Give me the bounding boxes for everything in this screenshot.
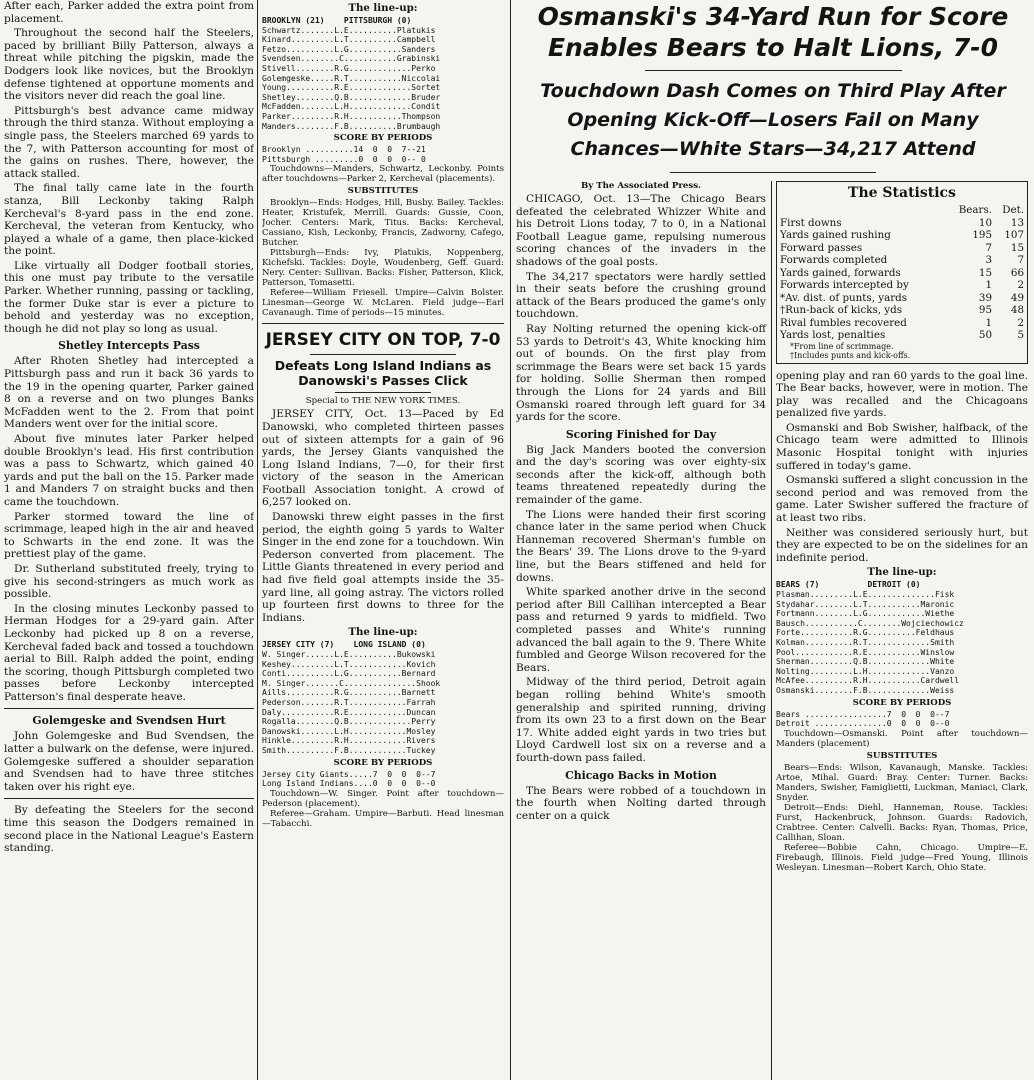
stat-values [952, 279, 1024, 292]
stat-label: First downs [780, 216, 842, 229]
column-3 [516, 0, 1030, 1080]
lineup-row: Sherman.........Q.B.............White [776, 657, 955, 667]
paragraph: Like virtually all Dodger football stories, this one must pay tribute to the versatile Parker. Whether running, passing or tackling, the former Duke star is ever a picture to behold and yesterday was no exception, though he did not play so long as usual. [4, 259, 254, 335]
lineup-row: McFadden.......L.H.............Condit [262, 102, 441, 112]
lineup-teams: BEARS (7) DETROIT (0) [776, 580, 921, 590]
stat-label: Forward passes [780, 241, 863, 254]
stat-label: Forwards intercepted by [780, 279, 909, 291]
lineup-row: Conti..........L.G...........Bernard [262, 669, 436, 679]
subhead: Scoring Finished for Day [565, 427, 717, 441]
statistics-table [780, 217, 1024, 342]
subs-bears: Bears—Ends: Wilson, Kavanaugh, Manske. Tackles: Artoe, Mihal. Guard: Bray. Center: Turner. Backs: Manders, Swisher, Famiglietti, Luckman, Maniaci, Clark, Snyder. [776, 762, 1028, 803]
paragraph: The Lions were handed their first scoring chance later in the same period when Chuck Hanneman recovered Sherman's fumble on the Bears' 39. The Lions drove to the 9-yard line, but the Bears stiffened and held for downs. [516, 508, 766, 584]
main-headline-line1: Osmanski's 34-Yard Run for Score [537, 2, 1009, 31]
paragraph: Osmanski and Bob Swisher, halfback, of the Chicago team were admitted to Illinois Masonic Hospital tonight with injuries suffered in today's game. [776, 421, 1028, 472]
stat-values [952, 267, 1024, 280]
subs-heading: SUBSTITUTES [347, 186, 419, 197]
stat-det: 49 [1010, 291, 1024, 304]
stat-values [952, 304, 1024, 317]
stat-label: Yards gained, forwards [780, 266, 901, 279]
lineup-row: Smith..........F.B............Tuckey [262, 745, 436, 755]
score-heading: SCORE BY PERIODS [333, 757, 433, 768]
stat-det: 66 [1010, 266, 1024, 279]
paragraph: Danowski threw eight passes in the first period, the eighth going 5 yards to Walter Singer in the end zone for a touchdown. Win Pederson converted from placement. The Little Giants threatened in every period and had five field goal attempts inside the 35-yard line, all going astray. The victors rolled up fourteen first downs to three for the Indians. [262, 511, 504, 624]
byline: By The Associated Press. [580, 181, 702, 191]
stat-det: 15 [1010, 241, 1024, 254]
divider [4, 798, 254, 799]
lineup-heading: The line-up: [348, 626, 418, 639]
paragraph: opening play and ran 60 yards to the goal line. The Bear backs, however, were in motion. The play was recalled and the Chicagoans penalized five yards. [776, 369, 1028, 420]
stat-bears: 10 [978, 216, 992, 229]
stat-row [780, 217, 1024, 230]
stat-label: Yards gained rushing [780, 229, 891, 241]
stat-det: 13 [1010, 216, 1024, 229]
stat-bears: 39 [978, 291, 992, 304]
stat-row [780, 329, 1024, 342]
score-heading: SCORE BY PERIODS [333, 133, 433, 144]
column-rule [771, 181, 772, 1080]
stat-row [780, 229, 1024, 242]
lineup-row: Hinkle.........R.H............Rivers [262, 736, 436, 746]
lineup-row: Osmanski........F.B.............Weiss [776, 685, 955, 695]
stat-header-det: Det. [1002, 204, 1024, 216]
lineup-row: Shetley........Q.B.............Bruder [262, 92, 441, 102]
touchdowns: Touchdowns—Manders, Schwartz, Leckonby. Points after touchdowns—Parker 2, Kercheval (placements). [262, 164, 504, 185]
subhead: Chicago Backs in Motion [565, 768, 717, 782]
stat-values [952, 217, 1024, 230]
deck-line3: Chances—White Stars—34,217 Attend [570, 138, 976, 160]
lineup-row: M. Singer.......C...............Shook [262, 678, 441, 688]
stat-bears: 95 [978, 304, 992, 316]
divider [310, 354, 455, 355]
lineup-teams: BROOKLYN (21) PITTSBURGH (0) [262, 16, 412, 25]
lineup-row: Pool............R.E...........Winslow [776, 647, 955, 657]
paragraph: The final tally came late in the fourth stanza, Bill Leckonby taking Ralph Kercheval's 8-yard pass in the end zone. Kercheval, the veteran from Kentucky, who played a whale of a game, then place-kicked the point. [4, 182, 254, 258]
stat-note: *From line of scrimmage. [790, 341, 894, 351]
lineup-row: Daly...........R.E............Duncan [262, 707, 436, 717]
stat-values [952, 242, 1024, 255]
lineup-row: Schwartz.......L.E..........Platukis [262, 25, 436, 35]
stat-header-bears: Bears. [958, 204, 992, 216]
score-row: Jersey City Giants.....7 0 0 0--7 [262, 769, 436, 779]
stat-bears: 1 [985, 279, 992, 291]
stat-bears: 195 [972, 229, 992, 241]
statistics-title: The Statistics [848, 185, 956, 201]
divider [335, 392, 432, 393]
statistics-header [780, 204, 1024, 217]
score-table [262, 770, 504, 789]
column-2 [262, 0, 504, 1080]
subs-heading: SUBSTITUTES [866, 750, 938, 761]
subs-pittsburgh: Pittsburgh—Ends: Ivy, Platukis, Noppenberg, Kichefski. Tackles: Doyle, Woudenberg, Geff. Guard: Nery. Center: Sullivan. Backs: Fisher, Patterson, Klick, Patterson, Tomasetti. [262, 248, 504, 289]
lineup-row: Parker.........R.H...........Thompson [262, 111, 441, 121]
stat-bears: 15 [978, 266, 992, 279]
lineup-teams: JERSEY CITY (7) LONG ISLAND (0) [262, 640, 426, 650]
stat-row [780, 304, 1024, 317]
paragraph: Dr. Sutherland substituted freely, trying to give his second-stringers as much work as possible. [4, 562, 254, 601]
divider [262, 323, 504, 324]
byline: Special to THE NEW YORK TIMES. [305, 396, 461, 407]
score-row: Detroit ...............0 0 0 0--0 [776, 719, 950, 729]
stat-values [952, 317, 1024, 330]
paragraph: After Rhoten Shetley had intercepted a Pittsburgh pass and run it back 36 yards to the 19 in the opening quarter, Parker gained 8 on a reverse and on two plunges Banks McFadden went to the 2. From that point Manders went over for the initial score. [4, 355, 254, 431]
lineup-row: W. Singer......L.E..........Bukowski [262, 650, 436, 659]
paragraph: Pittsburgh's best advance came midway through the third stanza. Without employing a single pass, the Steelers marched 69 yards to the 7, with Patterson accounting for most of the gains on rushes. There, however, the attack stalled. [4, 104, 254, 180]
paragraph: The 34,217 spectators were hardly settled in their seats before the crushing ground attack of the Bears produced the game's only touchdown. [516, 270, 766, 321]
stat-row [780, 267, 1024, 280]
deck-line1: Touchdown Dash Comes on Third Play After [540, 80, 1006, 102]
paragraph: In the closing minutes Leckonby passed to Herman Hodges for a 29-yard gain. After Leckonby had picked up 8 on a reverse, Kercheval faded back and tossed a touchdown aerial to Bill. Ralph added the point, ending the scoring, though Pittsburgh completed two passes before Leckonby intercepted Patterson's final desperate heave. [4, 602, 254, 703]
stat-bears: 7 [985, 241, 992, 254]
paragraph: CHICAGO, Oct. 13—The Chicago Bears defeated the celebrated Whizzer White and his Detroit Lions today, 7 to 0, in a National Football League game, repulsing numerous scoring chances of the invaders in the shadows of the goal posts. [516, 193, 766, 268]
officials: Referee—Graham. Umpire—Barbuti. Head linesman—Tabacchi. [262, 808, 504, 829]
touchdowns: Touchdown—W. Singer. Point after touchdown—Pederson (placement). [262, 788, 504, 809]
stat-label: Forwards completed [780, 254, 888, 266]
paragraph: White sparked another drive in the second period after Bill Callihan intercepted a Bear pass and returned 9 yards to midfield. Two completed passes and White's running advanced the ball again to the 9. There White fumbled and George Wilson recovered for the Bears. [516, 586, 766, 674]
subhead: Shetley Intercepts Pass [58, 339, 200, 353]
lineup-row: Keshey.........L.T............Kovich [262, 659, 436, 669]
lineup-row: Bausch...........C........Wojciechowicz [776, 618, 964, 628]
lineup-row: Young..........R.E.............Sortet [262, 83, 441, 93]
lineup-row: Plasman.........L.E..............Fisk [776, 590, 955, 599]
stat-bears: 50 [978, 329, 992, 341]
stat-row [780, 254, 1024, 267]
lineup-row: Stydahar........L.T...........Maronic [776, 599, 955, 609]
paragraph: After each, Parker added the extra point from placement. [4, 0, 254, 25]
lineup-row: Pederson.......R.T............Farrah [262, 697, 436, 707]
jersey-subhead: Defeats Long Island Indians as Danowski's Passes Click [274, 358, 492, 389]
stat-label: Yards lost, penalties [780, 329, 886, 341]
paragraph: Parker stormed toward the line of scrimmage, leaped high in the air and heaved to Schwarts in the end zone. It was the prettiest play of the game. [4, 510, 254, 561]
paragraph: Throughout the second half the Steelers, paced by brilliant Billy Patterson, always a threat while pitching the pigskin, made the Dodgers look like novices, but the Brooklyn defense tightened at opportune moments and the visitors never did reach the goal line. [4, 27, 254, 103]
paragraph: By defeating the Steelers for the second time this season the Dodgers remained in second place in the National League's Eastern standing. [4, 804, 254, 855]
stat-det: 2 [1017, 279, 1024, 291]
stat-det: 5 [1017, 329, 1024, 341]
paragraph: Neither was considered seriously hurt, but they are expected to be on the sidelines for an indefinite period. [776, 526, 1028, 564]
column-rule [510, 0, 511, 1080]
paragraph: Osmanski suffered a slight concussion in the second period and was removed from the game. Later Swisher suffered the fracture of at least two ribs. [776, 474, 1028, 525]
column-1 [4, 0, 254, 1080]
officials: Referee—William Friesell. Umpire—Calvin Bolster. Linesman—George W. McLaren. Field judge—Earl Cavanaugh. Time of periods—15 minutes. [262, 288, 504, 319]
lineup-table [776, 590, 1028, 696]
touchdowns: Touchdown—Osmanski. Point after touchdown—Manders (placement) [776, 728, 1028, 749]
lineup-row: Fetzo..........L.G...........Sanders [262, 44, 436, 54]
paragraph: About five minutes later Parker helped double Brooklyn's lead. His first contribution was a pass to Schwartz, which gained 40 yards and put the ball on the 15. Parker made 1 and Manders 7 on straight bucks and then came the touchdown. [4, 433, 254, 508]
lineup-row: Fortmann........L.G............Wiethe [776, 609, 955, 619]
article-column-right [776, 181, 1028, 873]
paragraph: Midway of the third period, Detroit again began rolling behind White's smooth generalship and spirited running, driving from its own 23 to a first down on the Bear 17. White added eight yards in two tries but Lloyd Cardwell lost six on a reverse and a fourth-down pass failed. [516, 676, 766, 764]
divider [4, 708, 254, 709]
paragraph: JERSEY CITY, Oct. 13—Paced by Ed Danowski, who completed thirteen passes out of sixteen attempts for a gain of 96 yards, the Jersey Giants vanquished the Long Island Indians, 7—0, for their first victory of the season in the American Football Association tonight. A crowd of 6,257 looked on. [262, 408, 504, 509]
lineup-row: Rogalla........Q.B.............Perry [262, 717, 436, 727]
jersey-headline: JERSEY CITY ON TOP, 7-0 [265, 330, 501, 351]
officials: Referee—Bobbie Cahn, Chicago. Umpire—E. Firebaugh, Illinois. Field judge—Fred Young, Illinois Wesleyan. Linesman—Robert Karch, Ohio State. [776, 842, 1028, 873]
deck-line2: Opening Kick-Off—Losers Fail on Many [567, 109, 979, 131]
paragraph: Big Jack Manders booted the conversion and the day's scoring was over eighty-six seconds after the kick-off, although both teams threatened repeatedly during the remainder of the game. [516, 443, 766, 507]
stat-values [952, 292, 1024, 305]
lineup-row: McAfee..........R.H...........Cardwell [776, 676, 960, 686]
stat-values [952, 229, 1024, 242]
statistics-box [776, 181, 1028, 364]
paragraph: The Bears were robbed of a touchdown in the fourth when Nolting darted through center on a quick [516, 784, 766, 822]
stat-det: 107 [1004, 229, 1024, 241]
lineup-row: Aills..........R.G...........Barnett [262, 688, 436, 698]
score-table [776, 710, 1028, 729]
stat-values [952, 329, 1024, 342]
stat-label: †Run-back of kicks, yds [780, 304, 902, 316]
lineup-heading: The line-up: [867, 566, 937, 579]
score-row: Bears .................7 0 0 0--7 [776, 709, 950, 719]
lineup-row: Nolting.........L.H.............Vanzo [776, 666, 955, 676]
stat-det: 7 [1017, 254, 1024, 266]
stat-label: *Av. dist. of punts, yards [780, 291, 908, 304]
subs-detroit: Detroit—Ends: Diehl, Hanneman, Rouse. Tackles: Furst, Hackenbruck, Johnson. Guards: Radovich, Crabtree. Center: Calvelli. Backs: Ryan, Thomas, Price, Callihan, Sloan. [776, 802, 1028, 843]
stat-row [780, 279, 1024, 292]
subhead: Golemgeske and Svendsen Hurt [32, 714, 226, 728]
stat-det: 2 [1017, 316, 1024, 329]
article-column-left [516, 181, 766, 824]
score-heading: SCORE BY PERIODS [852, 697, 952, 708]
main-headline-line2: Enables Bears to Halt Lions, 7-0 [547, 33, 999, 62]
lineup-row: Kolman..........R.T.............Smith [776, 637, 955, 647]
stat-row [780, 242, 1024, 255]
stat-label: Rival fumbles recovered [780, 316, 907, 329]
stat-note: †Includes punts and kick-offs. [790, 350, 911, 360]
stat-row [780, 317, 1024, 330]
paragraph: John Golemgeske and Bud Svendsen, the latter a bulwark on the defense, were injured. Golemgeske suffered a shoulder separation and Svendsen had to have three stitches taken over his right eye. [4, 730, 254, 793]
stat-values [952, 254, 1024, 267]
score-row: Pittsburgh .........0 0 0 0-- 0 [262, 154, 426, 164]
column-rule [257, 0, 258, 1080]
lineup-row: Golemgeske.....R.T...........Niccolai [262, 73, 441, 83]
lineup-row: Forte...........R.G..........Feldhaus [776, 628, 955, 638]
lineup-row: Kinard.........L.T..........Campbell [262, 35, 436, 45]
score-table [262, 145, 504, 164]
subs-brooklyn: Brooklyn—Ends: Hodges, Hill, Busby. Bailey. Tackles: Heater, Kristufek, Merrill. Guards: Gussie, Coon, Jocher. Centers: Mark, Titus. Backs: Kercheval, Cassiano, Kish, Leckonby, Francis, Zadworny, Cafego, Butcher. [262, 198, 504, 249]
lineup-table [262, 26, 504, 132]
score-row: Brooklyn ..........14 0 0 7--21 [262, 145, 426, 155]
divider [645, 70, 902, 71]
lineup-heading: The line-up: [348, 2, 418, 14]
lineup-row: Svendsen........C...........Grabinski [262, 54, 441, 64]
lineup-table [262, 650, 504, 756]
lineup-row: Danowski.......L.H............Mosley [262, 726, 436, 736]
divider [670, 172, 876, 173]
paragraph: Ray Nolting returned the opening kick-off 53 yards to Detroit's 43, White knocking him out of bounds. On the first play from scrimmage the Bears were set back 15 yards for holding. Sollie Sherman then romped through the Lions for 24 yards and Bill Osmanski roared through left guard for 34 yards for the score. [516, 322, 766, 424]
stat-row [780, 292, 1024, 305]
stat-bears: 3 [985, 254, 992, 266]
lineup-row: Stivell........R.G.............Perko [262, 63, 436, 73]
score-row: Long Island Indians....0 0 0 0--0 [262, 779, 436, 789]
stat-bears: 1 [985, 316, 992, 329]
stat-det: 48 [1010, 304, 1024, 316]
lineup-row: Manders........F.B..........Brumbaugh [262, 121, 441, 131]
